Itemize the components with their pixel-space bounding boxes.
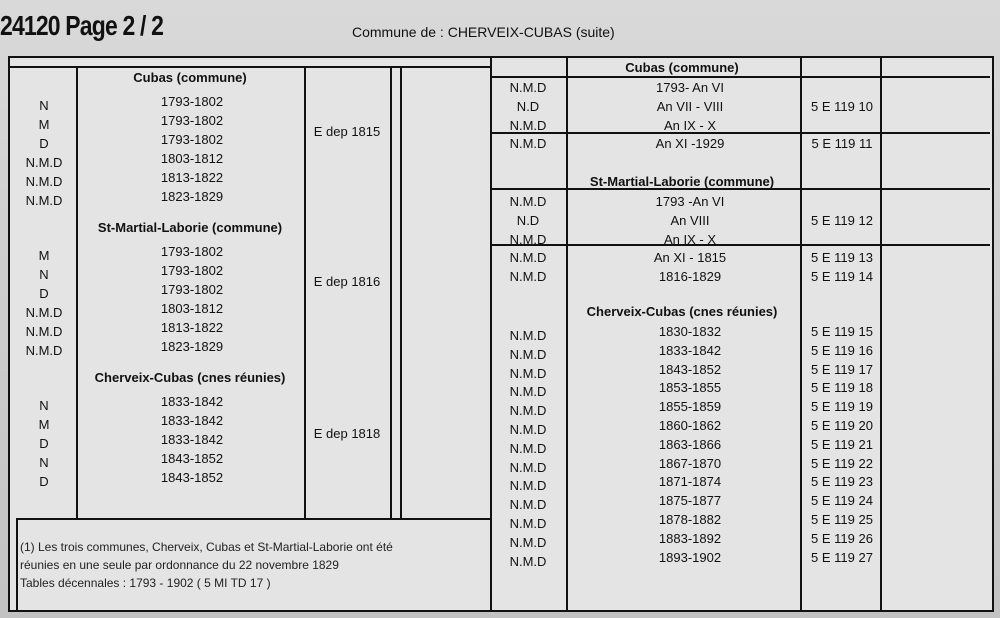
row-type: N.M.D (509, 328, 547, 343)
cote: 5 E 119 20 (811, 418, 873, 433)
row-dates: 1803-1812 (160, 151, 224, 166)
divider (400, 66, 402, 520)
cote: 5 E 119 21 (811, 436, 873, 452)
row-type: N (39, 455, 49, 470)
row-dates: An VIII (670, 212, 710, 228)
row-type: N.M.D (509, 497, 547, 513)
row-dates: 1833-1842 (160, 432, 224, 447)
page-reference: 24120 Page 2 / 2 (0, 10, 164, 41)
cote: 5 E 119 11 (811, 136, 873, 152)
row-dates: 1878-1882 (658, 512, 722, 527)
row-dates: 1833-1842 (160, 394, 224, 409)
cote: 5 E 119 15 (811, 324, 873, 339)
section-title: Cherveix-Cubas (cnes réunies) (94, 370, 286, 385)
register-table (8, 56, 994, 612)
row-type: N.M.D (509, 250, 547, 266)
row-type: N.D (516, 212, 540, 228)
row-type: N.M.D (509, 117, 547, 133)
row-type: N.M.D (509, 459, 547, 475)
row-type: M (38, 117, 50, 132)
row-dates: 1843-1852 (658, 361, 722, 377)
row-dates: 1823-1829 (160, 189, 224, 204)
cote: 5 E 119 19 (811, 399, 873, 415)
cote: E dep 1815 (313, 124, 381, 139)
row-type: D (39, 286, 49, 301)
section-title: St-Martial-Laborie (commune) (589, 174, 775, 189)
row-dates: 1860-1862 (658, 418, 722, 433)
divider (490, 58, 492, 610)
row-dates: 1816-1829 (658, 269, 722, 285)
row-dates: 1793-1802 (160, 94, 224, 109)
row-dates: An IX - X (663, 117, 717, 133)
row-dates: An XI - 1815 (653, 250, 727, 266)
divider (16, 518, 490, 520)
row-type: M (38, 248, 50, 263)
row-type: D (39, 474, 49, 489)
row-dates: 1871-1874 (658, 474, 722, 490)
row-type: N (39, 398, 49, 413)
cote: E dep 1818 (313, 426, 381, 441)
row-dates: 1823-1829 (160, 339, 224, 354)
cote: 5 E 119 14 (811, 269, 873, 285)
cote: 5 E 119 22 (811, 455, 873, 471)
cote: 5 E 119 10 (811, 98, 873, 114)
row-type: N.M.D (509, 422, 547, 437)
row-type: N.M.D (25, 305, 63, 320)
divider (490, 132, 990, 134)
row-dates: 1833-1842 (658, 342, 722, 358)
cote: 5 E 119 23 (811, 474, 873, 490)
divider (304, 66, 306, 520)
row-type: N.M.D (25, 193, 63, 208)
row-dates: 1863-1866 (658, 436, 722, 452)
row-dates: 1853-1855 (658, 380, 722, 396)
row-dates: 1813-1822 (160, 320, 224, 335)
cote: 5 E 119 12 (811, 212, 873, 228)
row-type: N.M.D (509, 231, 547, 247)
divider (490, 244, 990, 246)
divider (10, 66, 490, 68)
row-type: N.M.D (25, 343, 63, 358)
row-type: N (39, 267, 49, 282)
row-type: N.M.D (509, 553, 547, 569)
divider (880, 58, 882, 610)
row-type: N.M.D (509, 269, 547, 285)
divider (76, 66, 78, 520)
cote: 5 E 119 27 (811, 549, 873, 565)
row-type: N.M.D (509, 384, 547, 400)
row-type: D (39, 136, 49, 151)
row-type: N.D (516, 98, 540, 114)
row-dates: 1793 -An VI (655, 194, 725, 209)
cote: 5 E 119 18 (811, 380, 873, 396)
row-dates: 1893-1902 (658, 549, 722, 565)
row-type: D (39, 436, 49, 451)
divider (800, 58, 802, 610)
row-type: N.M.D (509, 194, 547, 209)
row-type: M (38, 417, 50, 432)
row-type: N.M.D (509, 516, 547, 531)
row-dates: 1793-1802 (160, 282, 224, 297)
divider (16, 518, 18, 610)
row-dates: 1793-1802 (160, 244, 224, 259)
row-type: N.M.D (25, 155, 63, 170)
row-type: N.M.D (509, 534, 547, 550)
cote: 5 E 119 26 (811, 530, 873, 546)
row-type: N.M.D (25, 174, 63, 189)
row-type: N.M.D (509, 403, 547, 419)
row-dates: 1833-1842 (160, 413, 224, 428)
footnote-line: (1) Les trois communes, Cherveix, Cubas et St-Martial-Laborie ont été (20, 540, 393, 554)
footnote-line: réunies en une seule par ordonnance du 22 novembre 1829 (20, 558, 339, 572)
cote: 5 E 119 13 (811, 250, 873, 266)
row-type: N.M.D (509, 80, 547, 95)
section-title: St-Martial-Laborie (commune) (97, 220, 283, 235)
cote: 5 E 119 25 (811, 512, 873, 527)
row-dates: 1843-1852 (160, 470, 224, 485)
row-type: N.M.D (25, 324, 63, 339)
row-dates: 1855-1859 (658, 399, 722, 415)
row-type: N.M.D (509, 478, 547, 494)
row-dates: An IX - X (663, 231, 717, 247)
row-dates: 1867-1870 (658, 455, 722, 471)
row-dates: 1793-1802 (160, 113, 224, 128)
divider (566, 58, 568, 610)
row-type: N.M.D (509, 365, 547, 381)
row-dates: 1793-1802 (160, 132, 224, 147)
row-type: N.M.D (509, 346, 547, 362)
cote: 5 E 119 24 (811, 493, 873, 509)
row-type: N (39, 98, 49, 113)
row-dates: 1875-1877 (658, 493, 722, 509)
row-dates: 1793- An VI (656, 80, 724, 95)
row-dates: 1883-1892 (658, 530, 722, 546)
footnote-line: Tables décennales : 1793 - 1902 ( 5 MI TD 17 ) (20, 576, 271, 590)
section-title: Cubas (commune) (625, 60, 739, 75)
section-title: Cherveix-Cubas (cnes réunies) (586, 304, 778, 319)
row-dates: 1793-1802 (160, 263, 224, 278)
row-dates: 1813-1822 (160, 170, 224, 185)
row-dates: 1843-1852 (160, 451, 224, 466)
cote: 5 E 119 16 (811, 342, 873, 358)
row-dates: 1830-1832 (658, 324, 722, 339)
row-dates: An VII - VIII (656, 98, 724, 114)
row-dates: An XI -1929 (655, 136, 725, 152)
cote: 5 E 119 17 (811, 361, 873, 377)
divider (390, 66, 392, 520)
row-type: N.M.D (509, 440, 547, 456)
commune-title: Commune de : CHERVEIX-CUBAS (suite) (352, 24, 615, 40)
section-title: Cubas (commune) (133, 70, 247, 85)
cote: E dep 1816 (313, 274, 381, 289)
row-dates: 1803-1812 (160, 301, 224, 316)
divider (490, 76, 990, 78)
row-type: N.M.D (509, 136, 547, 152)
